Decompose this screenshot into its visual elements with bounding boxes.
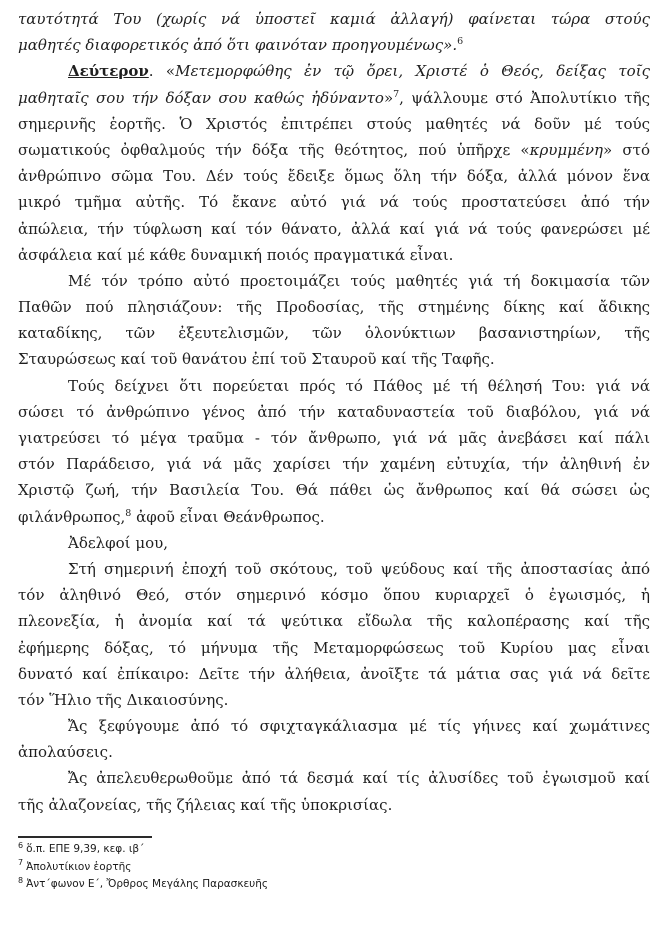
text-segment: τόν ἀληθινό Θεό, στόν σημερινό κόσμο ὅπου κυριαρχεῖ ὁ ἐγωισμός, ἡ xyxy=(18,586,650,605)
text-segment: τόν Ἥλιο τῆς Δικαιοσύνης. xyxy=(18,690,229,709)
text-line xyxy=(18,399,650,425)
text-line xyxy=(18,765,650,791)
text-line xyxy=(18,713,650,739)
text-segment: Τούς δείχνει ὅτι πορεύεται πρός τό Πάθος μέ τή θέλησή Του: γιά νά xyxy=(68,376,650,395)
text-segment: σώσει τό ἀνθρώπινο γένος ἀπό τήν καταδυναστεία τοῦ διαβόλου, γιά νά xyxy=(18,402,650,421)
footnote-text: Ἀπολυτίκιον ἑορτῆς xyxy=(26,860,132,873)
text-line xyxy=(18,687,650,713)
text-line xyxy=(18,792,650,818)
text-line xyxy=(18,320,650,346)
text-line xyxy=(18,635,650,661)
footnote xyxy=(18,841,650,859)
footnote xyxy=(18,859,650,877)
text-line xyxy=(18,294,650,320)
text-segment: τῆς ἀλαζονείας, τῆς ζήλειας καί τῆς ὑποκρισίας. xyxy=(18,795,393,814)
text-segment: ταυτότητά Του (χωρίς νά ὑποστεῖ καμιά ἀλλαγή) φαίνεται τώρα στούς xyxy=(18,10,650,28)
text-line xyxy=(18,556,650,582)
text-segment: Ἀδελφοί μου, xyxy=(68,533,168,552)
text-line xyxy=(18,163,650,189)
text-segment: ἀπολαύσεις. xyxy=(18,743,113,762)
text-segment: ἀφοῦ εἶναι Θεάνθρωπος. xyxy=(131,507,325,526)
footnotes xyxy=(18,841,650,894)
text-segment: σωματικούς ὀφθαλμούς τήν δόξα τῆς θεότητος, πού ὑπῆρχε « xyxy=(18,140,530,159)
text-segment: Χριστῷ ζωή, τήν Βασιλεία Του. Θά πάθει ὡς ἄνθρωπος καί θά σώσει ὡς xyxy=(18,481,650,500)
text-line xyxy=(18,242,650,268)
text-segment: , ψάλλουμε στό Ἀπολυτίκιο τῆς xyxy=(399,88,650,107)
text-segment: ἐφήμερης δόξας, τό μήνυμα τῆς Μεταμορφώσεως τοῦ Κυρίου μας εἶναι xyxy=(18,638,650,657)
text-segment: πλεονεξία, ἡ ἀνομία καί τά ψεύτικα εἴδωλα τῆς καλοπέρασης καί τῆς xyxy=(18,612,650,631)
footnote-reference: 6 xyxy=(457,36,464,48)
document-body xyxy=(18,6,650,818)
text-segment: δυνατό καί ἐπίκαιρο: Δεῖτε τήν ἀλήθεια, ἀνοῖξτε τά μάτια σας γιά νά δεῖτε xyxy=(18,664,650,683)
footnote-marker: 6 xyxy=(18,840,24,850)
text-line xyxy=(18,268,650,294)
footnote-separator-line xyxy=(18,836,152,838)
text-line xyxy=(18,425,650,451)
text-line xyxy=(18,346,650,372)
footnote-marker: 8 xyxy=(18,875,24,885)
text-line xyxy=(18,504,650,530)
text-line xyxy=(18,477,650,503)
text-segment: μαθητές διαφορετικός ἀπό ὅτι φαινόταν προηγουμένως». xyxy=(18,36,458,55)
footnote-marker: 7 xyxy=(18,858,24,868)
footnote-reference: 7 xyxy=(393,88,400,100)
text-segment: κρυμμένη xyxy=(529,140,604,159)
text-line xyxy=(18,451,650,477)
text-line xyxy=(18,661,650,687)
text-segment: Δεύτερον xyxy=(68,62,149,81)
text-segment: σημερινῆς ἑορτῆς. Ὁ Χριστός ἐπιτρέπει στούς μαθητές νά δοῦν μέ τούς xyxy=(18,114,650,133)
text-segment: Στή σημερινή ἐποχή τοῦ σκότους, τοῦ ψεύδους καί τῆς ἀποστασίας ἀπό xyxy=(68,559,650,578)
text-line xyxy=(18,6,650,32)
text-line xyxy=(18,608,650,634)
text-segment: » στό xyxy=(603,140,650,159)
text-segment: καταδίκης, τῶν ἐξευτελισμῶν, τῶν ὁλονύκτιων βασανιστηρίων, τῆς xyxy=(18,324,650,343)
footnote-reference: 8 xyxy=(125,507,132,519)
text-segment: ἀνθρώπινο σῶμα Του. Δέν τούς ἔδειξε ὅμως ὅλη τήν δόξα, ἀλλά μόνον ἕνα xyxy=(18,167,650,186)
text-segment: Μετεμορφώθης ἐν τῷ ὄρει, Χριστέ ὁ Θεός, δείξας τοῖς xyxy=(175,62,650,81)
text-line xyxy=(18,216,650,242)
text-line xyxy=(18,137,650,163)
text-segment: στόν Παράδεισο, γιά νά μᾶς χαρίσει τήν χαμένη εὐτυχία, τήν ἀληθινή ἐν xyxy=(18,455,650,474)
text-segment: Ἄς ξεφύγουμε ἀπό τό σφιχταγκάλιασμα μέ τίς γήινες καί χωμάτινες xyxy=(68,717,650,736)
footnote-text: ὅ.π. ΕΠΕ 9,39, κεφ. ιβ΄ xyxy=(26,843,145,855)
text-segment: μικρό τμῆμα αὐτῆς. Τό ἔκανε αὐτό γιά νά τούς προστατεύσει ἀπό τήν xyxy=(18,193,650,212)
footnote-text: Ἀντ΄φωνον Ε΄, Ὄρθρος Μεγάλης Παρασκευῆς xyxy=(26,878,269,891)
text-segment: Παθῶν πού πλησιάζουν: τῆς Προδοσίας, τῆς στημένης δίκης καί ἄδικης xyxy=(18,298,650,317)
text-segment: ἀπώλεια, τήν τύφλωση καί τόν θάνατο, ἀλλά καί γιά νά τούς φανερώσει μέ xyxy=(18,219,650,238)
text-segment: ἀσφάλεια καί μέ κάθε δυναμική ποιός πραγματικά εἶναι. xyxy=(18,245,454,264)
text-line xyxy=(18,32,650,58)
text-segment: μαθηταῖς σου τήν δόξαν σου καθώς ἠδύναντο xyxy=(18,88,384,107)
text-line xyxy=(18,85,650,111)
text-segment: φιλάνθρωπος, xyxy=(18,507,126,526)
text-line xyxy=(18,58,650,84)
text-segment: γιατρεύσει τό μέγα τραῦμα - τόν ἄνθρωπο, γιά νά μᾶς ἀνεβάσει καί πάλι xyxy=(18,429,650,447)
footnote xyxy=(18,876,650,894)
text-segment: Ἄς ἀπελευθερωθοῦμε ἀπό τά δεσμά καί τίς ἀλυσίδες τοῦ ἐγωισμοῦ καί xyxy=(68,769,650,788)
text-line xyxy=(18,111,650,137)
text-line xyxy=(18,739,650,765)
text-segment: . « xyxy=(148,62,176,81)
text-segment: » xyxy=(383,88,394,107)
text-segment: Μέ τόν τρόπο αὐτό προετοιμάζει τούς μαθητές γιά τή δοκιμασία τῶν xyxy=(68,271,650,290)
text-segment: Σταυρώσεως καί τοῦ θανάτου ἐπί τοῦ Σταυροῦ καί τῆς Ταφῆς. xyxy=(18,350,495,369)
text-line xyxy=(18,373,650,399)
text-line xyxy=(18,582,650,608)
text-line xyxy=(18,530,650,556)
text-line xyxy=(18,189,650,215)
